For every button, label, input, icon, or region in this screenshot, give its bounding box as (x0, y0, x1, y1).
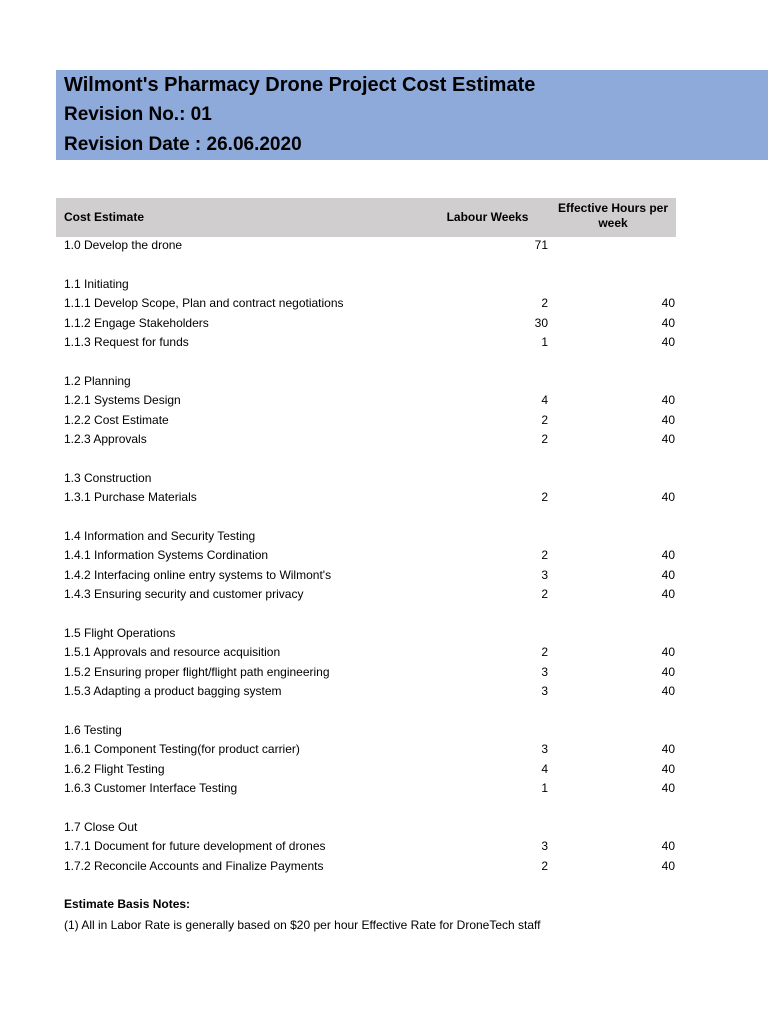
table-row (0, 798, 768, 817)
cell-label: 1.5.1 Approvals and resource acquisition (64, 645, 281, 660)
table-row (0, 333, 768, 352)
table-row (0, 585, 768, 604)
cell-hours: 40 (661, 858, 675, 873)
cell-label: 1.2.2 Cost Estimate (64, 412, 169, 427)
cell-hours: 40 (661, 742, 675, 757)
table-row (0, 546, 768, 565)
table-row (0, 527, 768, 546)
cell-hours: 40 (661, 412, 675, 427)
cell-label: 1.6.1 Component Testing(for product carrier) (64, 742, 300, 757)
cell-weeks: 71 (534, 238, 548, 252)
table-row (0, 663, 768, 682)
table-row (0, 507, 768, 526)
table-row (0, 682, 768, 701)
document-title: Wilmont's Pharmacy Drone Project Cost Estimate (64, 74, 536, 96)
cell-hours: 40 (661, 567, 675, 582)
cell-label: 1.2 Planning (64, 373, 131, 388)
table-row (0, 760, 768, 779)
cost-table-body (0, 236, 768, 876)
column-header-cost-estimate: Cost Estimate (64, 210, 145, 224)
cell-hours: 40 (661, 490, 675, 505)
table-row (0, 352, 768, 371)
cell-label: 1.2.1 Systems Design (64, 393, 181, 408)
table-row (0, 604, 768, 623)
table-row (0, 469, 768, 488)
table-row (0, 566, 768, 585)
table-row (0, 449, 768, 468)
table-row (0, 740, 768, 759)
cell-weeks: 2 (541, 490, 548, 505)
cell-label: 1.4.3 Ensuring security and customer privacy (64, 587, 304, 602)
cell-label: 1.1.2 Engage Stakeholders (64, 315, 209, 330)
cell-label: 1.4 Information and Security Testing (64, 528, 256, 543)
cell-weeks: 3 (541, 839, 548, 854)
table-row (0, 255, 768, 274)
cell-label: 1.4.1 Information Systems Cordination (64, 548, 269, 563)
cell-weeks: 2 (541, 587, 548, 602)
table-row (0, 779, 768, 798)
cell-hours: 40 (661, 664, 675, 679)
cell-weeks: 2 (541, 548, 548, 563)
cell-hours: 40 (661, 296, 675, 311)
cell-label: 1.7.1 Document for future development of drones (64, 839, 326, 854)
revision-date: Revision Date : 26.06.2020 (64, 134, 302, 155)
cell-hours: 40 (661, 315, 675, 330)
cell-label: 1.5.2 Ensuring proper flight/flight path engineering (64, 664, 330, 679)
notes-line: (1) All in Labor Rate is generally based on $20 per hour Effective Rate for DroneTech staff (64, 918, 541, 932)
table-row (0, 430, 768, 449)
cell-weeks: 2 (541, 645, 548, 660)
table-row (0, 236, 768, 255)
cell-weeks: 3 (541, 567, 548, 582)
cell-label: 1.5 Flight Operations (64, 625, 176, 640)
column-header-effective-hours: Effective Hours per week (557, 201, 669, 230)
notes-title: Estimate Basis Notes: (64, 897, 191, 911)
cell-hours: 40 (661, 839, 675, 854)
cell-weeks: 2 (541, 412, 548, 427)
cell-label: 1.7 Close Out (64, 819, 138, 834)
table-row (0, 294, 768, 313)
cell-label: 1.6.3 Customer Interface Testing (64, 780, 238, 795)
cell-label: 1.1.3 Request for funds (64, 334, 189, 349)
cell-label: 1.0 Develop the drone (64, 238, 183, 252)
cell-weeks: 1 (541, 780, 548, 795)
cell-label: 1.1.1 Develop Scope, Plan and contract negotiations (64, 296, 344, 311)
cell-label: 1.6.2 Flight Testing (64, 761, 165, 776)
revision-number: Revision No.: 01 (64, 104, 212, 125)
table-row (0, 275, 768, 294)
table-row (0, 837, 768, 856)
cell-weeks: 2 (541, 431, 548, 446)
cell-hours: 40 (661, 548, 675, 563)
cell-hours: 40 (661, 780, 675, 795)
table-row (0, 411, 768, 430)
cell-hours: 40 (661, 587, 675, 602)
cell-label: 1.3.1 Purchase Materials (64, 490, 197, 505)
cell-weeks: 30 (534, 315, 548, 330)
cell-hours: 40 (661, 645, 675, 660)
cell-label: 1.5.3 Adapting a product bagging system (64, 683, 282, 698)
cell-label: 1.2.3 Approvals (64, 431, 147, 446)
table-row (0, 314, 768, 333)
cell-label: 1.4.2 Interfacing online entry systems to Wilmont's (64, 567, 332, 582)
table-row (0, 643, 768, 662)
cell-hours: 40 (661, 393, 675, 408)
cell-weeks: 4 (541, 761, 548, 776)
cell-label: 1.1 Initiating (64, 276, 129, 291)
table-row (0, 488, 768, 507)
table-row (0, 721, 768, 740)
cell-weeks: 4 (541, 393, 548, 408)
cell-label: 1.7.2 Reconcile Accounts and Finalize Payments (64, 858, 324, 873)
cell-hours: 40 (661, 761, 675, 776)
cell-weeks: 2 (541, 858, 548, 873)
cell-weeks: 2 (541, 296, 548, 311)
cell-weeks: 3 (541, 664, 548, 679)
cell-weeks: 1 (541, 334, 548, 349)
cell-hours: 40 (661, 683, 675, 698)
cell-label: 1.6 Testing (64, 722, 122, 737)
table-row (0, 624, 768, 643)
cell-weeks: 3 (541, 683, 548, 698)
cell-hours: 40 (661, 431, 675, 446)
table-row (0, 818, 768, 837)
cell-weeks: 3 (541, 742, 548, 757)
table-row (0, 391, 768, 410)
table-row (0, 372, 768, 391)
column-header-labour-weeks: Labour Weeks (446, 210, 529, 224)
table-row (0, 701, 768, 720)
table-row (0, 857, 768, 876)
cell-hours: 40 (661, 334, 675, 349)
cell-label: 1.3 Construction (64, 470, 152, 485)
